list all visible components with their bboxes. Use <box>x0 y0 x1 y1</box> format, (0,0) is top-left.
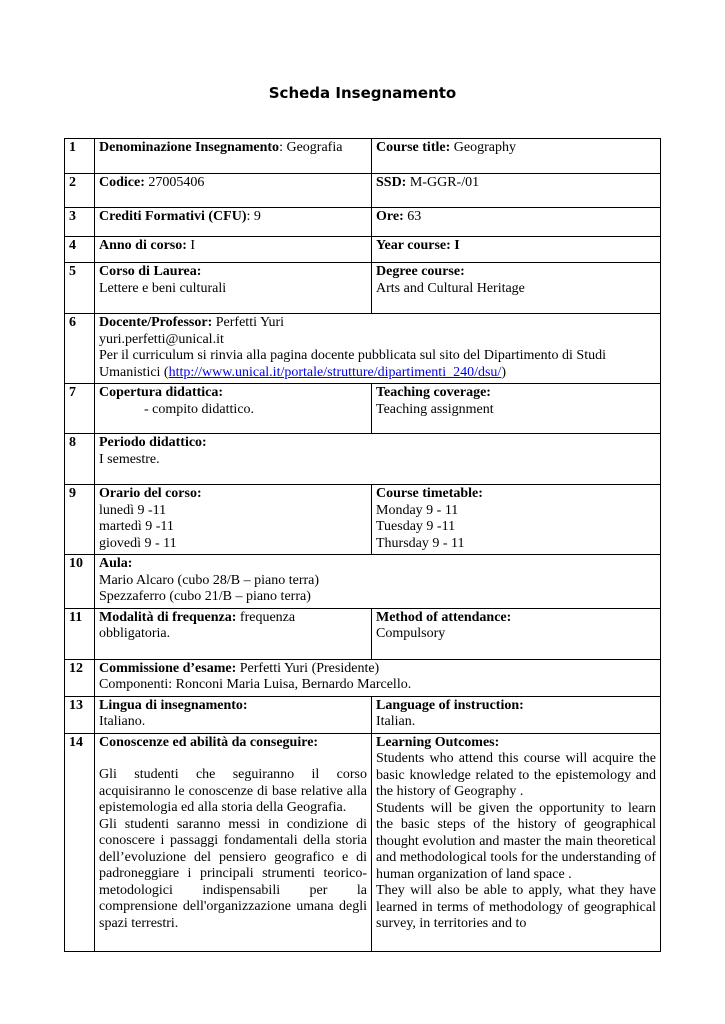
timetable-line: lunedì 9 -11 <box>99 502 167 518</box>
row-timetable <box>65 485 661 555</box>
field-label: SSD: <box>376 175 407 190</box>
field-label: Docente/Professor: <box>99 315 213 330</box>
field-value: : 9 <box>246 209 261 224</box>
field-label: Learning Outcomes: <box>376 734 500 750</box>
row-number: 3 <box>65 208 95 237</box>
professor-email: yuri.perfetti@unical.it <box>99 331 224 347</box>
row-teaching-coverage <box>65 384 661 434</box>
cell-english <box>372 384 661 434</box>
field-value: Compulsory <box>376 626 446 641</box>
professor-name: Perfetti Yuri <box>212 315 285 330</box>
timetable-line: Thursday 9 - 11 <box>376 535 465 551</box>
field-label: Commissione d’esame: <box>99 660 237 676</box>
cell-classroom <box>95 555 661 609</box>
field-value: 63 <box>403 209 422 224</box>
cell-english <box>372 208 661 237</box>
cell-italian <box>95 174 372 208</box>
timetable-line: Tuesday 9 -11 <box>376 519 456 534</box>
field-label: Modalità di frequenza: <box>99 609 237 625</box>
cell-english <box>372 174 661 208</box>
row-code <box>65 174 661 208</box>
outcomes-paragraph: Students who attend this course will acquire the basic knowledge related to the epistemology and the history of Geography . <box>376 751 656 799</box>
course-sheet-table <box>64 138 661 952</box>
cell-italian <box>95 139 372 174</box>
field-label: Lingua di insegnamento: <box>99 697 248 713</box>
row-number: 5 <box>65 263 95 314</box>
row-exam-board <box>65 659 661 696</box>
field-label: Crediti Formativi (CFU) <box>99 209 247 224</box>
outcomes-paragraph: Students will be given the opportunity to learn the basic steps of the history of geographical thought evolution and master the main theoretical and methodological tools for the understanding of human organization of land space . <box>376 800 656 882</box>
cell-italian <box>95 237 372 263</box>
row-credits <box>65 208 661 237</box>
cell-italian <box>95 608 372 659</box>
timetable-line: Monday 9 - 11 <box>376 502 459 518</box>
field-label: Corso di Laurea: <box>99 264 202 279</box>
row-degree-course <box>65 263 661 314</box>
row-number: 9 <box>65 485 95 555</box>
row-number: 4 <box>65 237 95 263</box>
field-value: Perfetti Yuri (Presidente) <box>236 660 380 676</box>
cell-period <box>95 434 661 485</box>
field-label: Year course: I <box>376 238 460 253</box>
page-title: Scheda Insegnamento <box>268 84 457 102</box>
row-learning-outcomes <box>65 733 661 951</box>
row-attendance <box>65 608 661 659</box>
row-professor <box>65 314 661 384</box>
field-label: Periodo didattico: <box>99 435 207 450</box>
field-value: I semestre. <box>99 451 160 467</box>
field-label: Codice: <box>99 175 145 190</box>
field-label: Degree course: <box>376 264 465 279</box>
field-value: - compito didattico. <box>144 401 255 417</box>
field-value: Geography <box>450 140 516 155</box>
cell-english <box>372 733 661 951</box>
field-value: 27005406 <box>144 175 205 190</box>
department-link[interactable]: http://www.unical.it/portale/strutture/dipartimenti_240/dsu/ <box>168 364 502 380</box>
row-number: 7 <box>65 384 95 434</box>
row-number: 2 <box>65 174 95 208</box>
row-number: 10 <box>65 555 95 609</box>
field-value: M-GGR-/01 <box>406 175 480 190</box>
row-language <box>65 696 661 733</box>
row-number: 13 <box>65 696 95 733</box>
row-number: 6 <box>65 314 95 384</box>
cell-italian <box>95 208 372 237</box>
field-value: Lettere e beni culturali <box>99 280 227 296</box>
outcomes-paragraph: Gli studenti che seguiranno il corso acquisiranno le conoscenze di base relative alla epistemologia ed alla storia della Geografia. <box>99 767 367 815</box>
cell-italian <box>95 733 372 951</box>
field-value: I <box>186 238 196 253</box>
field-value: Arts and Cultural Heritage <box>376 280 525 296</box>
curriculum-note-end: ) <box>501 364 506 380</box>
cell-english <box>372 237 661 263</box>
field-label: Ore: <box>376 209 404 224</box>
row-number: 14 <box>65 733 95 951</box>
field-value: Italian. <box>376 714 416 729</box>
field-label: Anno di corso: <box>99 238 187 253</box>
cell-italian <box>95 696 372 733</box>
row-classroom <box>65 555 661 609</box>
field-label: Language of instruction: <box>376 697 524 713</box>
outcomes-paragraph: Gli studenti saranno messi in condizione di conoscere i passaggi fondamentali della storia dell’evoluzione del pensiero geografico e di padroneggiare i principali strumenti teorico-metodologici indispensabili per la comprensione dell'organizzazione umana degli spazi terrestri. <box>99 816 367 931</box>
cell-professor <box>95 314 661 384</box>
field-value: : Geografia <box>279 140 343 155</box>
row-number: 11 <box>65 608 95 659</box>
cell-english <box>372 139 661 174</box>
cell-exam-board <box>95 659 661 696</box>
curriculum-note: Per il curriculum si rinvia alla pagina docente pubblicata sul sito del Dipartimento di Studi Umanistici ( <box>99 348 606 380</box>
timetable-line: giovedì 9 - 11 <box>99 535 177 551</box>
outcomes-paragraph: They will also be able to apply, what they have learned in terms of methodology of geographical survey, in territories and to <box>376 883 656 931</box>
classroom-line: Spezzaferro (cubo 21/B – piano terra) <box>99 589 311 604</box>
row-teaching-period <box>65 434 661 485</box>
field-label: Conoscenze ed abilità da conseguire: <box>99 734 319 750</box>
field-label: Course title: <box>376 140 451 155</box>
field-label: Course timetable: <box>376 486 483 501</box>
cell-english <box>372 263 661 314</box>
cell-english <box>372 696 661 733</box>
field-value: frequenza obbligatoria. <box>99 609 296 641</box>
field-value: Italiano. <box>99 714 146 729</box>
cell-italian <box>95 384 372 434</box>
timetable-line: martedì 9 -11 <box>99 519 174 534</box>
field-label: Copertura didattica: <box>99 385 224 400</box>
row-course-title <box>65 139 661 174</box>
cell-english <box>372 608 661 659</box>
field-label: Orario del corso: <box>99 486 202 501</box>
row-number: 1 <box>65 139 95 174</box>
classroom-line: Mario Alcaro (cubo 28/B – piano terra) <box>99 572 320 588</box>
field-label: Aula: <box>99 556 133 571</box>
row-number: 12 <box>65 659 95 696</box>
row-number: 8 <box>65 434 95 485</box>
field-label: Denominazione Insegnamento <box>99 140 280 155</box>
cell-italian <box>95 263 372 314</box>
field-label: Method of attendance: <box>376 609 512 625</box>
cell-english <box>372 485 661 555</box>
cell-italian <box>95 485 372 555</box>
field-label: Teaching coverage: <box>376 385 491 400</box>
row-year <box>65 237 661 263</box>
field-value: Teaching assignment <box>376 401 494 417</box>
exam-board-members: Componenti: Ronconi Maria Luisa, Bernardo Marcello. <box>99 677 412 692</box>
